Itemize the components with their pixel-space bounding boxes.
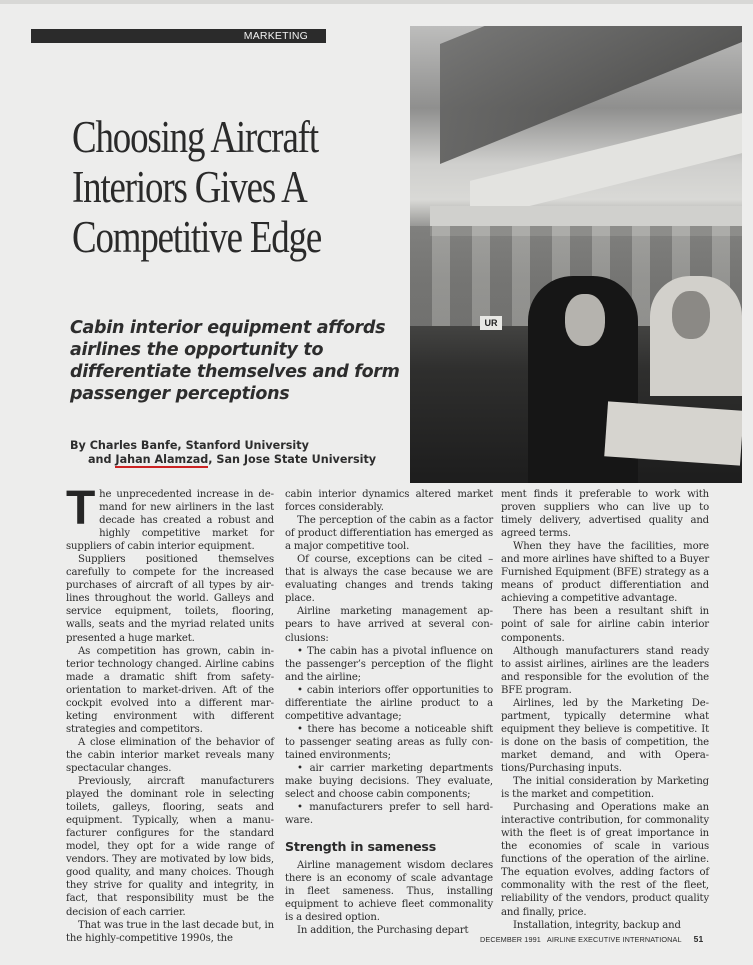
paragraph: Installation, integrity, backup and [513, 919, 681, 931]
section-subhead: Strength in sameness [285, 839, 437, 855]
paragraph: Previously, aircraft manufacturers played the dominant role in selecting toilets, galleys, flooring, seats and equipment. Typically, when a manufacturer configures for the standard model, they opt for a wide range of vendors. They are motivated by low bids, good quality, and many choices. Though they strive for quality and integrity, in fact, that responsibility must be the decision of each carrier. [66, 776, 274, 918]
title-line: Competitive Edge [72, 212, 322, 262]
body-column-3 [501, 488, 709, 932]
bullet-item: • cabin interiors offer opportunities to differentiate the airline product to a competitive advantage; [285, 684, 493, 722]
paragraph: Suppliers positioned themselves carefully to compete for the increased purchases of aircraft of all types by airlines throughout the world. Galleys and service equipment, toilets, flooring, walls, seats and the myriad related units presented a huge market. [66, 554, 274, 644]
section-label-bar [31, 29, 326, 43]
bullet-item: • there has become a noticeable shift to passenger seating areas as fully contained environments; [285, 723, 493, 761]
paragraph: Although manufacturers stand ready to assist airlines, airlines are the leaders and responsible for the evolution of the BFE program. [501, 645, 709, 696]
paragraph: When they have the facilities, more and more airlines have shifted to a Buyer Furnished Equipment (BFE) strategy as a means of product differentiation and achieving a competitive advantage. [501, 541, 709, 605]
article-title [72, 112, 351, 262]
paragraph: Purchasing and Operations make an interactive contribution, for commonality with the fleet is of great importance in the economies of scale in various functions of the operation of the airline. The equation evolves, adding factors of commonality with the rest of the fleet, reliability of the vendors, product quality and finally, price. [501, 802, 709, 918]
author-name-underlined: Jahan Alamzad [115, 453, 209, 466]
paragraph: A close elimination of the behavior of the cabin interior market reveals many spectacular changes. [66, 736, 274, 774]
footer-publication: DECEMBER 1991 AIRLINE EXECUTIVE INTERNATIONAL [480, 935, 682, 944]
paragraph: There has been a resultant shift in point of sale for airline cabin interior components. [501, 606, 709, 644]
page-number: 51 [693, 934, 704, 944]
woman-face [672, 291, 710, 339]
page-edge [0, 0, 753, 4]
page-footer [480, 934, 703, 944]
title-line: Interiors Gives A [72, 162, 307, 212]
man-face [565, 294, 605, 346]
newspaper [604, 401, 742, 465]
paragraph: The perception of the cabin as a factor of product differentiation has emerged as a major competitive tool. [285, 515, 493, 553]
bullet-item: • manufacturers prefer to sell hardware. [285, 802, 493, 827]
title-line: Choosing Aircraft [72, 112, 318, 162]
drop-cap: T [66, 482, 96, 535]
paragraph: The initial consideration by Marketing is the market and competition. [501, 776, 709, 801]
paragraph: ment finds it preferable to work with proven suppliers who can live up to timely delivery, advertised quality and agreed terms. [501, 489, 709, 540]
bullet-item: • The cabin has a pivotal influence on the passenger’s perception of the flight and the airline; [285, 645, 493, 683]
section-label: MARKETING [243, 30, 308, 42]
body-column-2 [285, 488, 493, 938]
bullet-item: • air carrier marketing departments make buying decisions. They evaluate, select and choose cabin components; [285, 762, 493, 801]
body-column-1 [66, 482, 274, 945]
paragraph: That was true in the last decade but, in the highly-competitive 1990s, the [66, 919, 274, 944]
byline-line-1: By Charles Banfe, Stanford University [70, 439, 309, 452]
byline-line-2 [70, 453, 410, 467]
byline-suffix: , San Jose State University [208, 453, 377, 466]
paragraph-text: he unprecedented increase in demand for new airliners in the last decade has created a robust and highly competitive market for suppliers of cabin interior equipment. [66, 489, 274, 553]
byline [70, 439, 410, 467]
cabin-photo [410, 26, 742, 483]
paragraph: Airline marketing management appears to have arrived at several conclusions: [285, 606, 493, 644]
paragraph: In addition, the Purchasing depart [297, 925, 469, 937]
paragraph: Of course, exceptions can be cited – that is always the case because we are evaluating changes and trends taking place. [285, 554, 493, 605]
byline-prefix: and [88, 453, 116, 466]
paragraph: cabin interior dynamics altered market forces considerably. [285, 489, 493, 514]
paragraph [66, 482, 274, 553]
paragraph: Airlines, led by the Marketing Department, typically determine what equipment they believe is competitive. It is done on the basis of competition, the market demand, and with Operations/Purchasing inputs. [501, 697, 709, 774]
seat-sign: UR [480, 316, 502, 330]
paragraph: Airline management wisdom declares there is an economy of scale advantage in fleet sameness. Thus, installing equipment to achieve fleet commonality is a desired option. [285, 860, 493, 924]
paragraph: As competition has grown, cabin interior technology changed. Airline cabins made a dramatic shift from safety-orientation to market-driven. Aft of the cockpit evolved into a different marketing environment with different strategies and competitors. [66, 645, 274, 735]
article-deck: Cabin interior equipment affords airlines the opportunity to differentiate themselves and form passenger perceptions [70, 318, 400, 404]
